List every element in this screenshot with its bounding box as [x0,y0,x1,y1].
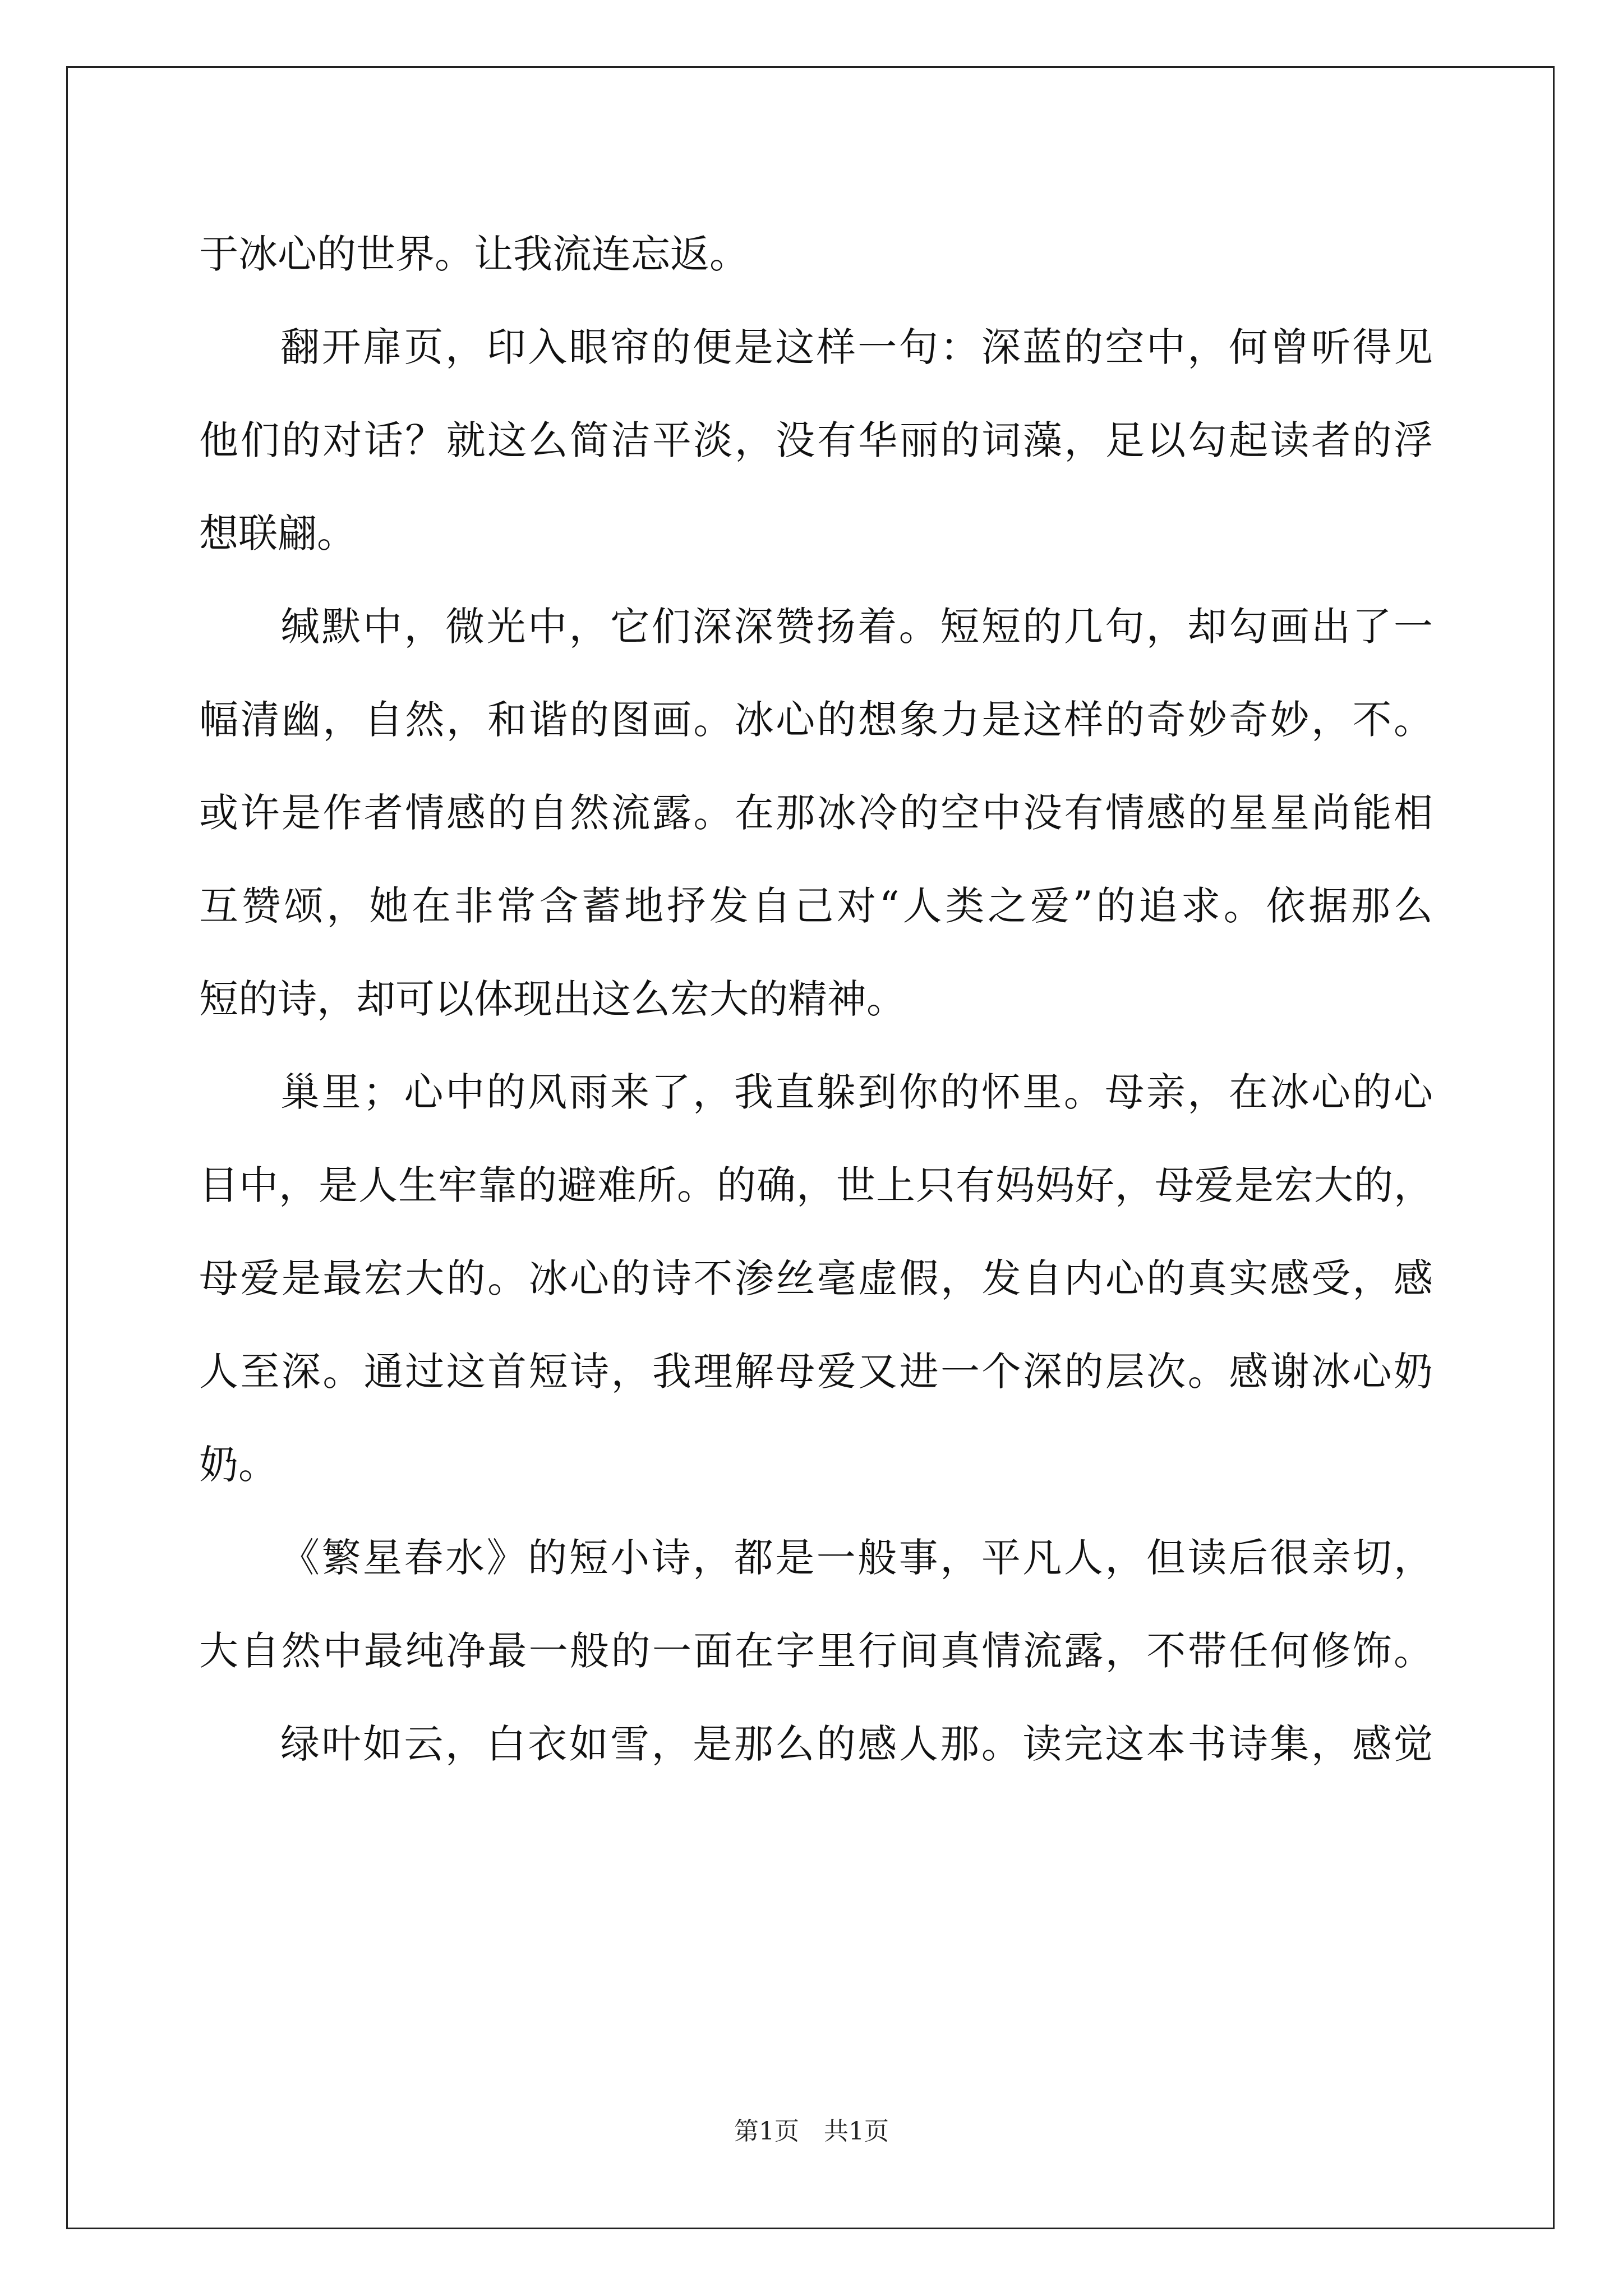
text-line: 他们的对话？就这么简洁平淡，没有华丽的词藻，足以勾起读者的浮 [199,417,1433,463]
text-line: 于冰心的世界。让我流连忘返。 [199,231,749,277]
text-line: 母爱是最宏大的。冰心的诗不渗丝毫虚假，发自内心的真实感受，感 [199,1255,1433,1301]
text-line: 巢里；心中的风雨来了，我直躲到你的怀里。母亲，在冰心的心 [280,1069,1433,1115]
text-line: 大自然中最纯净最一般的一面在字里行间真情流露，不带任何修饰。 [199,1628,1433,1674]
document-body [199,208,1433,1791]
text-line: 翻开扉页，印入眼帘的便是这样一句：深蓝的空中，何曾听得见 [280,324,1433,370]
text-line: 《繁星春水》的短小诗，都是一般事，平凡人，但读后很亲切， [280,1535,1433,1581]
text-line: 人至深。通过这首短诗，我理解母爱又进一个深的层次。感谢冰心奶 [199,1349,1433,1395]
page-number-footer: 第1页 共1页 [734,2117,889,2146]
text-line: 想联翩。 [199,510,356,556]
text-line: 互赞颂，她在非常含蓄地抒发自己对“人类之爱”的追求。依据那么 [199,883,1433,929]
text-line: 目中，是人生牢靠的避难所。的确，世上只有妈妈好，母爱是宏大的， [199,1162,1433,1208]
text-line: 幅清幽，自然，和谐的图画。冰心的想象力是这样的奇妙奇妙，不。 [199,697,1433,743]
text-line: 短的诗，却可以体现出这么宏大的精神。 [199,976,906,1022]
text-line: 或许是作者情感的自然流露。在那冰冷的空中没有情感的星星尚能相 [199,790,1433,836]
text-line: 绿叶如云，白衣如雪，是那么的感人那。读完这本书诗集，感觉 [280,1721,1433,1767]
text-line: 缄默中，微光中，它们深深赞扬着。短短的几句，却勾画出了一 [280,604,1433,650]
text-line: 奶。 [199,1442,278,1488]
